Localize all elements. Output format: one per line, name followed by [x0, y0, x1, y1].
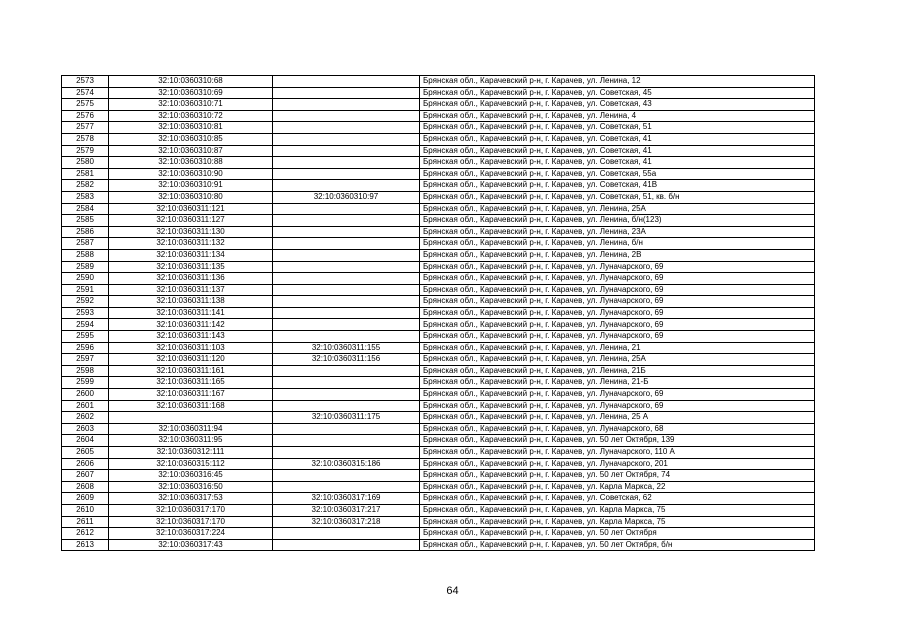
table-row	[62, 191, 815, 203]
linked-cadastral-number-cell	[273, 400, 420, 412]
row-number-cell: 2592	[62, 296, 109, 308]
linked-cadastral-number-cell: 32:10:0360317:217	[273, 504, 420, 516]
table-row	[62, 412, 815, 424]
linked-cadastral-number-cell	[273, 423, 420, 435]
table-row	[62, 377, 815, 389]
linked-cadastral-number-cell	[273, 447, 420, 459]
address-cell: Брянская обл., Карачевский р-н, г. Карачев, ул. Карла Маркса, 75	[420, 516, 815, 528]
row-number-cell: 2610	[62, 504, 109, 516]
address-cell: Брянская обл., Карачевский р-н, г. Карачев, ул. Ленина, 21Б	[420, 365, 815, 377]
row-number-cell: 2585	[62, 215, 109, 227]
table-row	[62, 400, 815, 412]
row-number-cell: 2589	[62, 261, 109, 273]
address-cell: Брянская обл., Карачевский р-н, г. Карачев, ул. Луначарского, 68	[420, 423, 815, 435]
cadastral-number-cell: 32:10:0360311:137	[109, 284, 273, 296]
cadastral-number-cell: 32:10:0360311:135	[109, 261, 273, 273]
linked-cadastral-number-cell	[273, 76, 420, 88]
linked-cadastral-number-cell	[273, 435, 420, 447]
table-row	[62, 354, 815, 366]
address-cell: Брянская обл., Карачевский р-н, г. Карачев, ул. Луначарского, 69	[420, 296, 815, 308]
address-cell: Брянская обл., Карачевский р-н, г. Карачев, ул. Ленина, 21-Б	[420, 377, 815, 389]
linked-cadastral-number-cell	[273, 331, 420, 343]
row-number-cell: 2579	[62, 145, 109, 157]
table-row	[62, 261, 815, 273]
cadastral-number-cell: 32:10:0360317:53	[109, 493, 273, 505]
address-cell: Брянская обл., Карачевский р-н, г. Карачев, ул. Луначарского, 69	[420, 307, 815, 319]
table-row	[62, 365, 815, 377]
linked-cadastral-number-cell	[273, 539, 420, 551]
address-cell: Брянская обл., Карачевский р-н, г. Карачев, ул. Ленина, 23А	[420, 226, 815, 238]
linked-cadastral-number-cell: 32:10:0360317:169	[273, 493, 420, 505]
linked-cadastral-number-cell	[273, 249, 420, 261]
table-row	[62, 284, 815, 296]
row-number-cell: 2584	[62, 203, 109, 215]
table-row	[62, 133, 815, 145]
table-row	[62, 331, 815, 343]
cadastral-number-cell: 32:10:0360311:130	[109, 226, 273, 238]
cadastral-number-cell: 32:10:0360310:88	[109, 157, 273, 169]
cadastral-number-cell: 32:10:0360317:170	[109, 516, 273, 528]
linked-cadastral-number-cell	[273, 377, 420, 389]
linked-cadastral-number-cell: 32:10:0360315:186	[273, 458, 420, 470]
row-number-cell: 2599	[62, 377, 109, 389]
linked-cadastral-number-cell: 32:10:0360310:97	[273, 191, 420, 203]
address-cell: Брянская обл., Карачевский р-н, г. Карачев, ул. Советская, 62	[420, 493, 815, 505]
cadastral-number-cell: 32:10:0360317:224	[109, 528, 273, 540]
address-cell: Брянская обл., Карачевский р-н, г. Карачев, ул. Ленина, 4	[420, 110, 815, 122]
linked-cadastral-number-cell	[273, 296, 420, 308]
address-cell: Брянская обл., Карачевский р-н, г. Карачев, ул. Ленина, 25А	[420, 354, 815, 366]
cadastral-number-cell: 32:10:0360312:111	[109, 447, 273, 459]
table-row	[62, 319, 815, 331]
cadastral-number-cell: 32:10:0360310:71	[109, 99, 273, 111]
table-row	[62, 342, 815, 354]
row-number-cell: 2587	[62, 238, 109, 250]
linked-cadastral-number-cell: 32:10:0360311:175	[273, 412, 420, 424]
table-row	[62, 203, 815, 215]
row-number-cell: 2578	[62, 133, 109, 145]
address-cell: Брянская обл., Карачевский р-н, г. Карачев, ул. Луначарского, 69	[420, 331, 815, 343]
linked-cadastral-number-cell	[273, 180, 420, 192]
table-row	[62, 307, 815, 319]
table-row	[62, 249, 815, 261]
table-row	[62, 226, 815, 238]
address-cell: Брянская обл., Карачевский р-н, г. Карачев, ул. Ленина, 12	[420, 76, 815, 88]
linked-cadastral-number-cell	[273, 319, 420, 331]
row-number-cell: 2598	[62, 365, 109, 377]
linked-cadastral-number-cell	[273, 99, 420, 111]
row-number-cell: 2596	[62, 342, 109, 354]
address-cell: Брянская обл., Карачевский р-н, г. Карачев, ул. Советская, 45	[420, 87, 815, 99]
address-cell: Брянская обл., Карачевский р-н, г. Карачев, ул. Ленина, 21	[420, 342, 815, 354]
linked-cadastral-number-cell	[273, 470, 420, 482]
cadastral-number-cell: 32:10:0360310:81	[109, 122, 273, 134]
table-row	[62, 76, 815, 88]
linked-cadastral-number-cell	[273, 133, 420, 145]
linked-cadastral-number-cell	[273, 122, 420, 134]
row-number-cell: 2611	[62, 516, 109, 528]
cadastral-number-cell: 32:10:0360311:121	[109, 203, 273, 215]
cadastral-number-cell: 32:10:0360311:136	[109, 273, 273, 285]
row-number-cell: 2595	[62, 331, 109, 343]
cadastral-number-cell: 32:10:0360310:68	[109, 76, 273, 88]
table-row	[62, 180, 815, 192]
address-cell: Брянская обл., Карачевский р-н, г. Карачев, ул. Карла Маркса, 22	[420, 481, 815, 493]
table-row	[62, 458, 815, 470]
linked-cadastral-number-cell	[273, 226, 420, 238]
cadastral-number-cell: 32:10:0360311:141	[109, 307, 273, 319]
row-number-cell: 2597	[62, 354, 109, 366]
table-row	[62, 145, 815, 157]
cadastral-number-cell	[109, 412, 273, 424]
address-cell: Брянская обл., Карачевский р-н, г. Карачев, ул. Луначарского, 69	[420, 273, 815, 285]
row-number-cell: 2577	[62, 122, 109, 134]
linked-cadastral-number-cell	[273, 215, 420, 227]
row-number-cell: 2583	[62, 191, 109, 203]
cadastral-number-cell: 32:10:0360316:45	[109, 470, 273, 482]
cadastral-number-cell: 32:10:0360311:94	[109, 423, 273, 435]
table-row	[62, 539, 815, 551]
table-row	[62, 168, 815, 180]
row-number-cell: 2575	[62, 99, 109, 111]
table-row	[62, 423, 815, 435]
linked-cadastral-number-cell	[273, 145, 420, 157]
table-row	[62, 99, 815, 111]
linked-cadastral-number-cell	[273, 528, 420, 540]
address-cell: Брянская обл., Карачевский р-н, г. Карачев, ул. 50 лет Октября, б/н	[420, 539, 815, 551]
cadastral-number-cell: 32:10:0360311:138	[109, 296, 273, 308]
table-row	[62, 122, 815, 134]
cadastral-number-cell: 32:10:0360317:170	[109, 504, 273, 516]
linked-cadastral-number-cell	[273, 203, 420, 215]
cadastral-number-cell: 32:10:0360311:167	[109, 389, 273, 401]
address-cell: Брянская обл., Карачевский р-н, г. Карачев, ул. Ленина, 25А	[420, 203, 815, 215]
linked-cadastral-number-cell	[273, 110, 420, 122]
linked-cadastral-number-cell: 32:10:0360317:218	[273, 516, 420, 528]
cadastral-number-cell: 32:10:0360311:127	[109, 215, 273, 227]
cadastral-number-cell: 32:10:0360310:80	[109, 191, 273, 203]
linked-cadastral-number-cell	[273, 238, 420, 250]
address-cell: Брянская обл., Карачевский р-н, г. Карачев, ул. Советская, 51	[420, 122, 815, 134]
row-number-cell: 2573	[62, 76, 109, 88]
address-cell: Брянская обл., Карачевский р-н, г. Карачев, ул. 50 лет Октября, 74	[420, 470, 815, 482]
row-number-cell: 2605	[62, 447, 109, 459]
address-cell: Брянская обл., Карачевский р-н, г. Карачев, ул. Луначарского, 69	[420, 319, 815, 331]
address-cell: Брянская обл., Карачевский р-н, г. Карачев, ул. Луначарского, 69	[420, 389, 815, 401]
table-row	[62, 435, 815, 447]
row-number-cell: 2591	[62, 284, 109, 296]
cadastral-number-cell: 32:10:0360317:43	[109, 539, 273, 551]
address-cell: Брянская обл., Карачевский р-н, г. Карачев, ул. Советская, 41	[420, 133, 815, 145]
row-number-cell: 2609	[62, 493, 109, 505]
cadastral-number-cell: 32:10:0360311:134	[109, 249, 273, 261]
table-row	[62, 110, 815, 122]
cadastral-number-cell: 32:10:0360311:161	[109, 365, 273, 377]
row-number-cell: 2613	[62, 539, 109, 551]
table-row	[62, 504, 815, 516]
row-number-cell: 2590	[62, 273, 109, 285]
row-number-cell: 2612	[62, 528, 109, 540]
table-row	[62, 273, 815, 285]
row-number-cell: 2588	[62, 249, 109, 261]
table-row	[62, 296, 815, 308]
table-row	[62, 481, 815, 493]
cadastral-number-cell: 32:10:0360316:50	[109, 481, 273, 493]
address-cell: Брянская обл., Карачевский р-н, г. Карачев, ул. Ленина, 25 А	[420, 412, 815, 424]
cadastral-number-cell: 32:10:0360310:69	[109, 87, 273, 99]
table-row	[62, 238, 815, 250]
address-cell: Брянская обл., Карачевский р-н, г. Карачев, ул. Ленина, б/н	[420, 238, 815, 250]
linked-cadastral-number-cell	[273, 389, 420, 401]
address-cell: Брянская обл., Карачевский р-н, г. Карачев, ул. Советская, 51, кв. б/н	[420, 191, 815, 203]
row-number-cell: 2606	[62, 458, 109, 470]
address-cell: Брянская обл., Карачевский р-н, г. Карачев, ул. Советская, 41	[420, 157, 815, 169]
linked-cadastral-number-cell	[273, 481, 420, 493]
cadastral-number-cell: 32:10:0360311:95	[109, 435, 273, 447]
address-cell: Брянская обл., Карачевский р-н, г. Карачев, ул. Ленина, б/н(123)	[420, 215, 815, 227]
address-cell: Брянская обл., Карачевский р-н, г. Карачев, ул. Луначарского, 69	[420, 261, 815, 273]
cadastral-number-cell: 32:10:0360310:72	[109, 110, 273, 122]
address-cell: Брянская обл., Карачевский р-н, г. Карачев, ул. 50 лет Октября, 139	[420, 435, 815, 447]
row-number-cell: 2582	[62, 180, 109, 192]
cadastral-number-cell: 32:10:0360311:168	[109, 400, 273, 412]
cadastral-number-cell: 32:10:0360310:87	[109, 145, 273, 157]
table-row	[62, 528, 815, 540]
page-number: 64	[446, 585, 459, 597]
address-cell: Брянская обл., Карачевский р-н, г. Карачев, ул. Советская, 41В	[420, 180, 815, 192]
row-number-cell: 2593	[62, 307, 109, 319]
address-cell: Брянская обл., Карачевский р-н, г. Карачев, ул. Советская, 43	[420, 99, 815, 111]
linked-cadastral-number-cell	[273, 284, 420, 296]
cadastral-number-cell: 32:10:0360311:165	[109, 377, 273, 389]
linked-cadastral-number-cell: 32:10:0360311:155	[273, 342, 420, 354]
row-number-cell: 2604	[62, 435, 109, 447]
row-number-cell: 2602	[62, 412, 109, 424]
row-number-cell: 2586	[62, 226, 109, 238]
linked-cadastral-number-cell	[273, 261, 420, 273]
table-row	[62, 157, 815, 169]
address-cell: Брянская обл., Карачевский р-н, г. Карачев, ул. Ленина, 2В	[420, 249, 815, 261]
table-row	[62, 389, 815, 401]
address-cell: Брянская обл., Карачевский р-н, г. Карачев, ул. Советская, 41	[420, 145, 815, 157]
cadastral-number-cell: 32:10:0360310:91	[109, 180, 273, 192]
cadastral-number-cell: 32:10:0360311:120	[109, 354, 273, 366]
property-table-body	[62, 76, 815, 551]
address-cell: Брянская обл., Карачевский р-н, г. Карачев, ул. Луначарского, 201	[420, 458, 815, 470]
address-cell: Брянская обл., Карачевский р-н, г. Карачев, ул. 50 лет Октября	[420, 528, 815, 540]
property-table	[61, 75, 815, 551]
cadastral-number-cell: 32:10:0360311:132	[109, 238, 273, 250]
cadastral-number-cell: 32:10:0360310:90	[109, 168, 273, 180]
address-cell: Брянская обл., Карачевский р-н, г. Карачев, ул. Луначарского, 110 А	[420, 447, 815, 459]
row-number-cell: 2580	[62, 157, 109, 169]
table-row	[62, 215, 815, 227]
linked-cadastral-number-cell: 32:10:0360311:156	[273, 354, 420, 366]
linked-cadastral-number-cell	[273, 273, 420, 285]
table-row	[62, 447, 815, 459]
cadastral-number-cell: 32:10:0360311:142	[109, 319, 273, 331]
row-number-cell: 2603	[62, 423, 109, 435]
table-row	[62, 493, 815, 505]
address-cell: Брянская обл., Карачевский р-н, г. Карачев, ул. Советская, 55а	[420, 168, 815, 180]
linked-cadastral-number-cell	[273, 157, 420, 169]
linked-cadastral-number-cell	[273, 365, 420, 377]
cadastral-number-cell: 32:10:0360311:143	[109, 331, 273, 343]
address-cell: Брянская обл., Карачевский р-н, г. Карачев, ул. Луначарского, 69	[420, 284, 815, 296]
cadastral-number-cell: 32:10:0360310:85	[109, 133, 273, 145]
linked-cadastral-number-cell	[273, 168, 420, 180]
table-row	[62, 87, 815, 99]
address-cell: Брянская обл., Карачевский р-н, г. Карачев, ул. Карла Маркса, 75	[420, 504, 815, 516]
row-number-cell: 2607	[62, 470, 109, 482]
cadastral-number-cell: 32:10:0360311:103	[109, 342, 273, 354]
row-number-cell: 2594	[62, 319, 109, 331]
cadastral-number-cell: 32:10:0360315:112	[109, 458, 273, 470]
linked-cadastral-number-cell	[273, 307, 420, 319]
table-row	[62, 516, 815, 528]
address-cell: Брянская обл., Карачевский р-н, г. Карачев, ул. Луначарского, 69	[420, 400, 815, 412]
row-number-cell: 2581	[62, 168, 109, 180]
row-number-cell: 2601	[62, 400, 109, 412]
row-number-cell: 2608	[62, 481, 109, 493]
row-number-cell: 2576	[62, 110, 109, 122]
row-number-cell: 2600	[62, 389, 109, 401]
table-row	[62, 470, 815, 482]
linked-cadastral-number-cell	[273, 87, 420, 99]
row-number-cell: 2574	[62, 87, 109, 99]
